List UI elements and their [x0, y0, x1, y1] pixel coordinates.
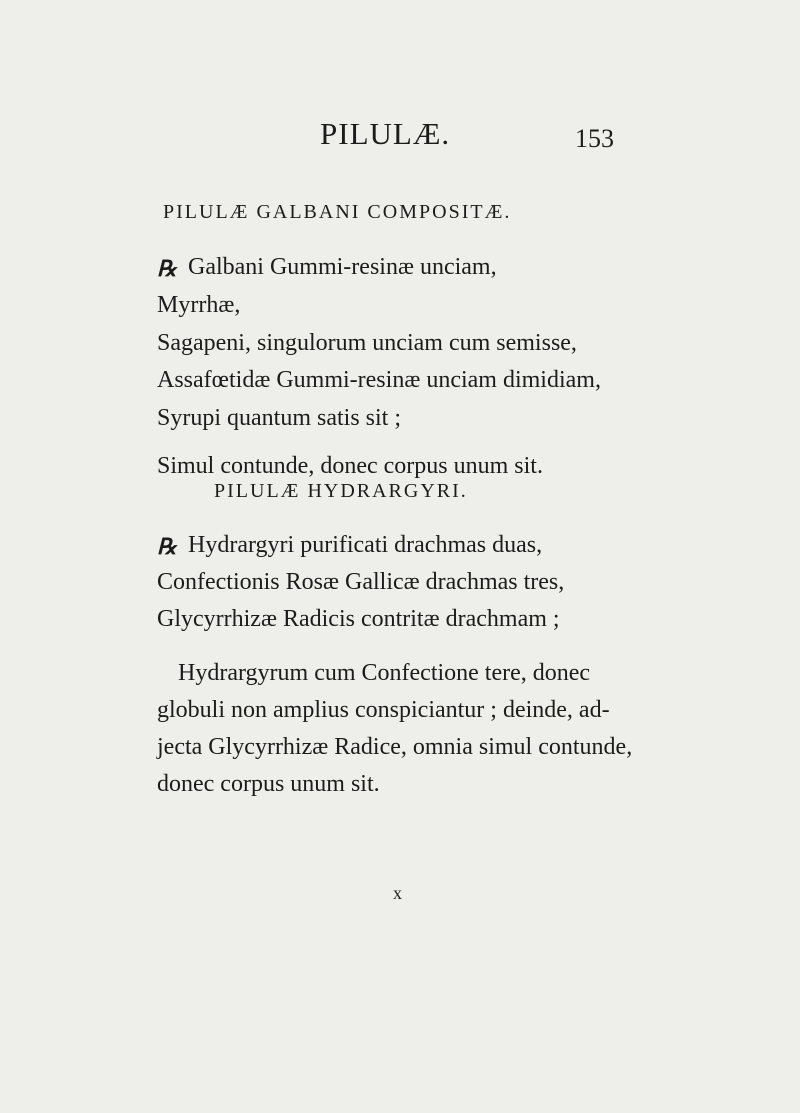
ingredient-line: Confectionis Rosæ Gallicæ drachmas tres,	[157, 569, 565, 595]
section-heading-hydrargyri: PILULÆ HYDRARGYRI.	[214, 480, 468, 502]
ingredient-line: Syrupi quantum satis sit ;	[157, 405, 402, 431]
running-head: PILULÆ.	[320, 116, 451, 151]
recipe-symbol-icon: ℞	[157, 534, 177, 559]
section-heading-galbani: PILULÆ GALBANI COMPOSITÆ.	[163, 201, 512, 223]
instruction-text: Simul contunde, donec corpus unum sit.	[157, 453, 543, 479]
ingredient-line: Hydrargyri purificati drachmas duas,	[188, 532, 543, 558]
recipe-symbol-icon: ℞	[157, 256, 177, 281]
ingredient-line: Myrrhæ,	[157, 292, 241, 318]
ingredient-line: Sagapeni, singulorum unciam cum semisse,	[157, 330, 577, 356]
instruction-line: jecta Glycyrrhizæ Radice, omnia simul contunde,	[157, 734, 633, 760]
signature-mark: x	[393, 883, 402, 903]
page-number: 153	[575, 124, 614, 153]
ingredient-line: Galbani Gummi-resinæ unciam,	[188, 254, 497, 280]
instruction-line: Hydrargyrum cum Confectione tere, donec	[178, 660, 591, 686]
ingredient-line: Glycyrrhizæ Radicis contritæ drachmam ;	[157, 606, 560, 632]
instruction-line: donec corpus unum sit.	[157, 771, 380, 797]
ingredient-line: Assafœtidæ Gummi-resinæ unciam dimidiam,	[157, 367, 601, 393]
instruction-line: globuli non amplius conspiciantur ; deinde, ad-	[157, 697, 610, 723]
